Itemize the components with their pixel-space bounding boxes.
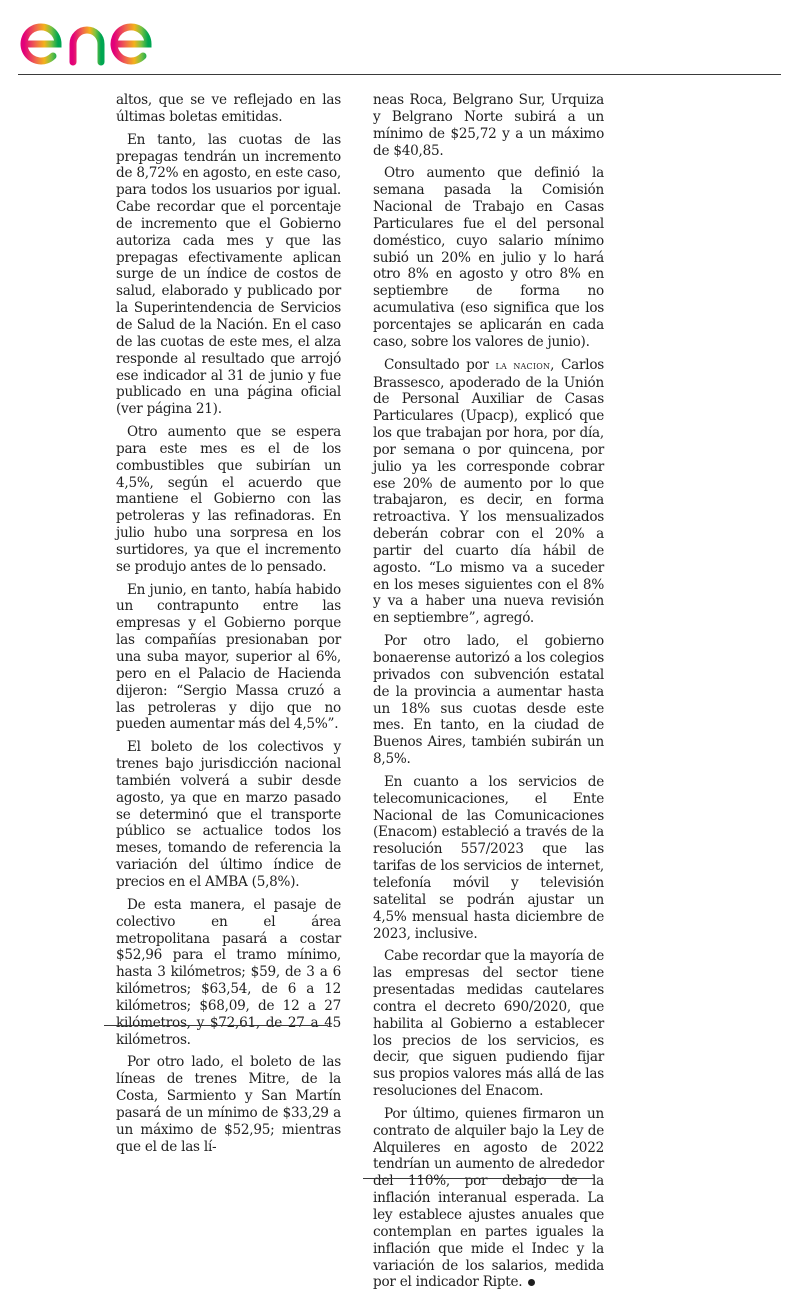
article-column-left xyxy=(116,92,341,1161)
header-rule xyxy=(18,74,781,75)
paragraph: En tanto, las cuotas de las prepagas tendrán un incremento de 8,72% en agosto, en este caso, para todos los usuarios por igual. Cabe recordar que el porcentaje de incremento que el Gobierno autoriza cada mes y que las prepagas efectivamente aplican surge de un índice de costos de salud, elaborado y publicado por la Superintendencia de Servicios de Salud de la Nación. En el caso de las cuotas de este mes, el alza responde al resultado que arrojó ese indicador al 31 de junio y fue publicado en una página oficial (ver página 21). xyxy=(116,131,341,418)
text-run: , Carlos Brassesco, apoderado de la Unión de Personal Auxiliar de Casas Particulares (Upacp), explicó que los que trabajan por hora, por día, por semana o por quincena, por julio ya les corresponde cobrar ese 20% de aumento por lo que trabajaron, es decir, en forma retroactiva. Y los mensualizados deberán cobrar con el 20% a partir del cuarto día hábil de agosto. “Lo mismo va a suceder en los meses siguientes con el 8% y va a haber una nueva revisión en septiembre”, agregó. xyxy=(373,356,604,627)
text-run: Consultado por xyxy=(384,356,496,373)
paragraph: De esta manera, el pasaje de colectivo en el área metropolitana pasará a costar $52,96 para el tramo mínimo, hasta 3 kilómetros; $59, de 3 a 6 kilómetros; $63,54, de 6 a 12 kilómetros; $68,09, de 12 a 27 kilómetros, y $72,61, de 27 a 45 kilómetros. xyxy=(116,896,341,1048)
paragraph: Otro aumento que se espera para este mes es el de los combustibles que subirían un 4,5%, según el acuerdo que mantiene el Gobierno con las petroleras y las refinadoras. En julio hubo una sorpresa en los surtidores, ya que el incremento se produjo antes de lo pensado. xyxy=(116,424,341,575)
column-end-rule xyxy=(363,1178,594,1179)
paragraph: neas Roca, Belgrano Sur, Urquiza y Belgrano Norte subirá a un mínimo de $25,72 y a un máximo de $40,85. xyxy=(373,92,604,159)
paragraph xyxy=(373,357,604,628)
newspaper-name: la nacion xyxy=(495,358,551,372)
paragraph: Por otro lado, el gobierno bonaerense autorizó a los colegios privados con subvención estatal de la provincia a aumentar hasta un 18% sus cuotas desde este mes. En tanto, en la ciudad de Buenos Aires, también subirán un 8,5%. xyxy=(373,633,604,768)
paragraph: Por otro lado, el boleto de las líneas de trenes Mitre, de la Costa, Sarmiento y San Martín pasará de un mínimo de $33,29 a un máximo de $52,95; mientras que el de las lí- xyxy=(116,1054,341,1155)
end-of-article-icon xyxy=(528,1279,535,1286)
paragraph: Otro aumento que definió la semana pasada la Comisión Nacional de Trabajo en Casas Particulares fue el del personal doméstico, cuyo salario mínimo subió un 20% en julio y lo hará otro 8% en agosto y otro 8% en septiembre de forma no acumulativa (eso significa que los porcentajes se aplicarán en cada caso, sobre los valores de junio). xyxy=(373,165,604,350)
article-column-right xyxy=(373,92,604,1297)
paragraph: En cuanto a los servicios de telecomunicaciones, el Ente Nacional de las Comunicaciones (Enacom) estableció a través de la resolución 557/2023 que las tarifas de los servicios de internet, telefonía móvil y televisión satelital se podrán ajustar un 4,5% mensual hasta diciembre de 2023, inclusive. xyxy=(373,773,604,942)
paragraph: Cabe recordar que la mayoría de las empresas del sector tiene presentadas medidas cautelares contra el decreto 690/2020, que habilita al Gobierno a establecer los precios de los servicios, es decir, que siguen pudiendo fijar sus propios valores más allá de las resoluciones del Enacom. xyxy=(373,948,604,1100)
enel-logo xyxy=(18,8,183,68)
text-run: Por último, quienes firmaron un contrato de alquiler bajo la Ley de Alquileres en agosto de 2022 tendrían un aumento de alrededor del 110%, por debajo de la inflación interanual esperada. La ley establece ajustes anuales que contemplan en partes iguales la inflación que mide el Indec y la variación de los salarios, medida por el indicador Ripte. xyxy=(373,1105,604,1291)
column-end-rule xyxy=(104,1025,328,1026)
paragraph: En junio, en tanto, había habido un contrapunto entre las empresas y el Gobierno porque las compañías presionaban por una suba mayor, superior al 6%, pero en el Palacio de Hacienda dijeron: “Sergio Massa cruzó a las petroleras y dijo que no pueden aumentar más del 4,5%”. xyxy=(116,581,341,733)
paragraph: El boleto de los colectivos y trenes bajo jurisdicción nacional también volverá a subir desde agosto, ya que en marzo pasado se determinó que el transporte público se actualice todos los meses, tomando de referencia la variación del último índice de precios en el AMBA (5,8%). xyxy=(116,739,341,890)
paragraph xyxy=(373,1106,604,1291)
paragraph: altos, que se ve reflejado en las últimas boletas emitidas. xyxy=(116,92,341,125)
